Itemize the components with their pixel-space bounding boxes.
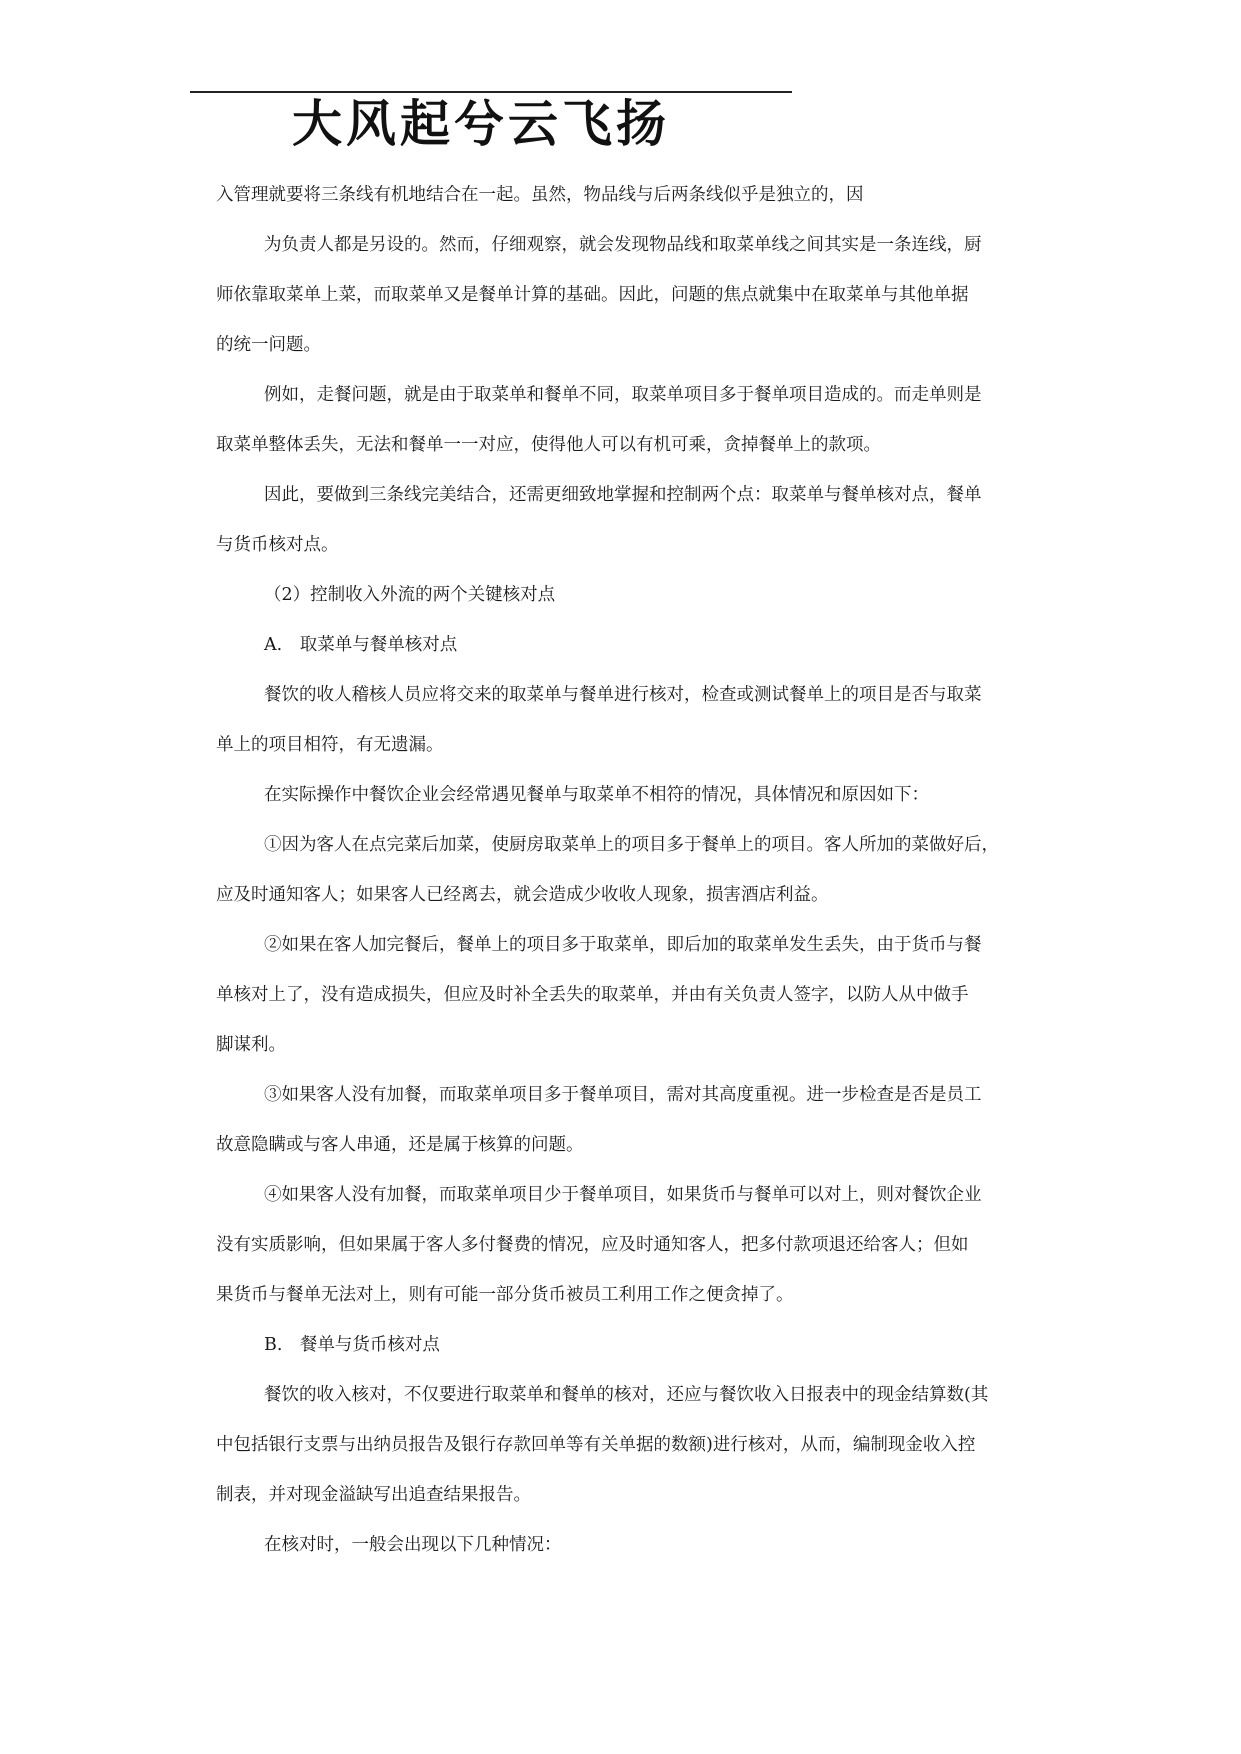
subsection-heading: B. 餐单与货币核对点	[264, 1335, 440, 1355]
text-line: 脚谋利。	[216, 1035, 286, 1055]
text-line: 与货币核对点。	[216, 535, 339, 555]
text-line: 单上的项目相符，有无遗漏。	[216, 735, 444, 755]
text-line: 为负责人都是另设的。然而，仔细观察，就会发现物品线和取菜单线之间其实是一条连线，厨	[264, 235, 982, 255]
text-line: 在核对时，一般会出现以下几种情况：	[264, 1535, 562, 1555]
text-line: 餐饮的收入核对，不仅要进行取菜单和餐单的核对，还应与餐饮收入日报表中的现金结算数(其	[264, 1385, 989, 1405]
text-line: 取菜单整体丢失，无法和餐单一一对应，使得他人可以有机可乘，贪掉餐单上的款项。	[216, 435, 881, 455]
document-body	[216, 170, 1032, 1570]
text-line: 中包括银行支票与出纳员报告及银行存款回单等有关单据的数额)进行核对，从而，编制现金收入控	[216, 1435, 976, 1455]
text-line: ①因为客人在点完菜后加菜，使厨房取菜单上的项目多于餐单上的项目。客人所加的菜做好后，	[264, 835, 999, 855]
subsection-heading: A. 取菜单与餐单核对点	[264, 635, 458, 655]
text-line: ④如果客人没有加餐，而取菜单项目少于餐单项目，如果货币与餐单可以对上，则对餐饮企业	[264, 1185, 982, 1205]
header-rule	[190, 91, 792, 93]
text-line: 果货币与餐单无法对上，则有可能一部分货币被员工利用工作之便贪掉了。	[216, 1285, 794, 1305]
text-line: 故意隐瞒或与客人串通，还是属于核算的问题。	[216, 1135, 584, 1155]
text-line: 的统一问题。	[216, 335, 321, 355]
text-line: 单核对上了，没有造成损失，但应及时补全丢失的取菜单，并由有关负责人签字，以防人从中做手	[216, 985, 969, 1005]
text-line: 没有实质影响，但如果属于客人多付餐费的情况，应及时通知客人，把多付款项退还给客人；但如	[216, 1235, 969, 1255]
section-heading: （2）控制收入外流的两个关键核对点	[264, 585, 556, 605]
text-line: 入管理就要将三条线有机地结合在一起。虽然，物品线与后两条线似乎是独立的，因	[216, 185, 864, 205]
text-line: 制表，并对现金溢缺写出追查结果报告。	[216, 1485, 531, 1505]
text-line: 在实际操作中餐饮企业会经常遇见餐单与取菜单不相符的情况，具体情况和原因如下：	[264, 785, 929, 805]
text-line: 例如，走餐问题，就是由于取菜单和餐单不同，取菜单项目多于餐单项目造成的。而走单则是	[264, 385, 982, 405]
text-line: 应及时通知客人；如果客人已经离去，就会造成少收收人现象，损害酒店利益。	[216, 885, 829, 905]
text-line: ③如果客人没有加餐，而取菜单项目多于餐单项目，需对其高度重视。进一步检查是否是员工	[264, 1085, 982, 1105]
text-line: ②如果在客人加完餐后，餐单上的项目多于取菜单，即后加的取菜单发生丢失，由于货币与餐	[264, 935, 982, 955]
header-banner: 大风起兮云飞扬	[292, 95, 670, 153]
text-line: 餐饮的收人稽核人员应将交来的取菜单与餐单进行核对，检查或测试餐单上的项目是否与取菜	[264, 685, 982, 705]
text-line: 因此，要做到三条线完美结合，还需更细致地掌握和控制两个点：取菜单与餐单核对点，餐单	[264, 485, 982, 505]
text-line: 师依靠取菜单上菜，而取菜单又是餐单计算的基础。因此，问题的焦点就集中在取菜单与其他单据	[216, 285, 969, 305]
